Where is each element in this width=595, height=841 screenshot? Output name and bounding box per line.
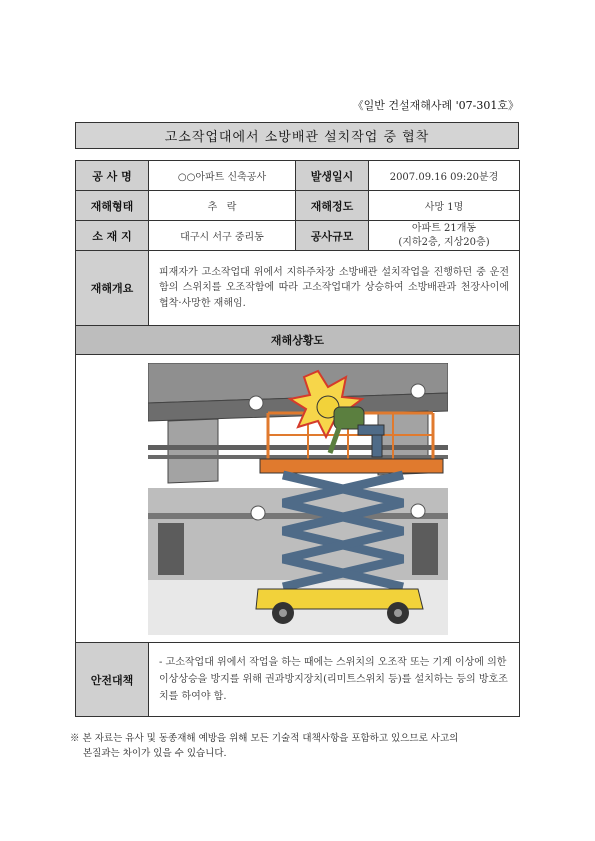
document-title	[75, 122, 519, 149]
label-location: 소 재 지	[76, 221, 149, 251]
value-location: 대구시 서구 중리동	[149, 221, 296, 251]
overview-text: 피재자가 고소작업대 위에서 지하주차장 소방배관 설치작업을 진행하던 중 운전함의 스위치를 오조작함에 따라 고소작업대가 상승하여 소방배관과 천장사이에 협착·사망한 재해임.	[149, 251, 520, 326]
value-project-name: ○○아파트 신축공사	[149, 161, 296, 191]
accident-illustration	[148, 363, 448, 635]
value-accident-type: 추 락	[149, 191, 296, 221]
label-project-name: 공 사 명	[76, 161, 149, 191]
table-row	[76, 251, 520, 326]
table-row	[76, 191, 520, 221]
table-row	[76, 355, 520, 643]
table-row	[76, 326, 520, 355]
document-reference: 《일반 건설재해사례 '07-301호》	[352, 99, 519, 112]
value-project-scale	[369, 221, 520, 251]
label-safety-measures: 안전대책	[76, 643, 149, 717]
scale-line-1: 아파트 21개동	[411, 223, 477, 234]
table-row	[76, 643, 520, 717]
situation-heading: 재해상황도	[76, 326, 520, 355]
note-line-1: ※ 본 자료는 유사 및 동종재해 예방을 위해 모든 기술적 대책사항을 포함하고 있으므로 사고의	[70, 733, 459, 744]
label-accident-type: 재해형태	[76, 191, 149, 221]
label-accident-severity: 재해정도	[296, 191, 369, 221]
illustration-cell	[76, 355, 520, 643]
label-overview: 재해개요	[76, 251, 149, 326]
note-line-2: 본질과는 차이가 있을 수 있습니다.	[83, 748, 227, 760]
label-occurrence-date: 발생일시	[296, 161, 369, 191]
table-row	[76, 221, 520, 251]
scale-line-2: (지하2층, 지상20층)	[398, 236, 490, 248]
table-row	[76, 161, 520, 191]
value-occurrence-date: 2007.09.16 09:20분경	[369, 161, 520, 191]
disclaimer-note	[70, 731, 526, 761]
accident-info-table	[75, 160, 520, 717]
safety-measures-text: - 고소작업대 위에서 작업을 하는 때에는 스위치의 오조작 또는 기계 이상에 의한 이상상승을 방지를 위해 권과방지장치(리미트스위치 등)를 설치하는 등의 방호조치를 하여야 함.	[149, 643, 520, 717]
title-text: 고소작업대에서 소방배관 설치작업 중 협착	[164, 130, 430, 145]
label-project-scale: 공사규모	[296, 221, 369, 251]
value-accident-severity: 사망 1명	[369, 191, 520, 221]
